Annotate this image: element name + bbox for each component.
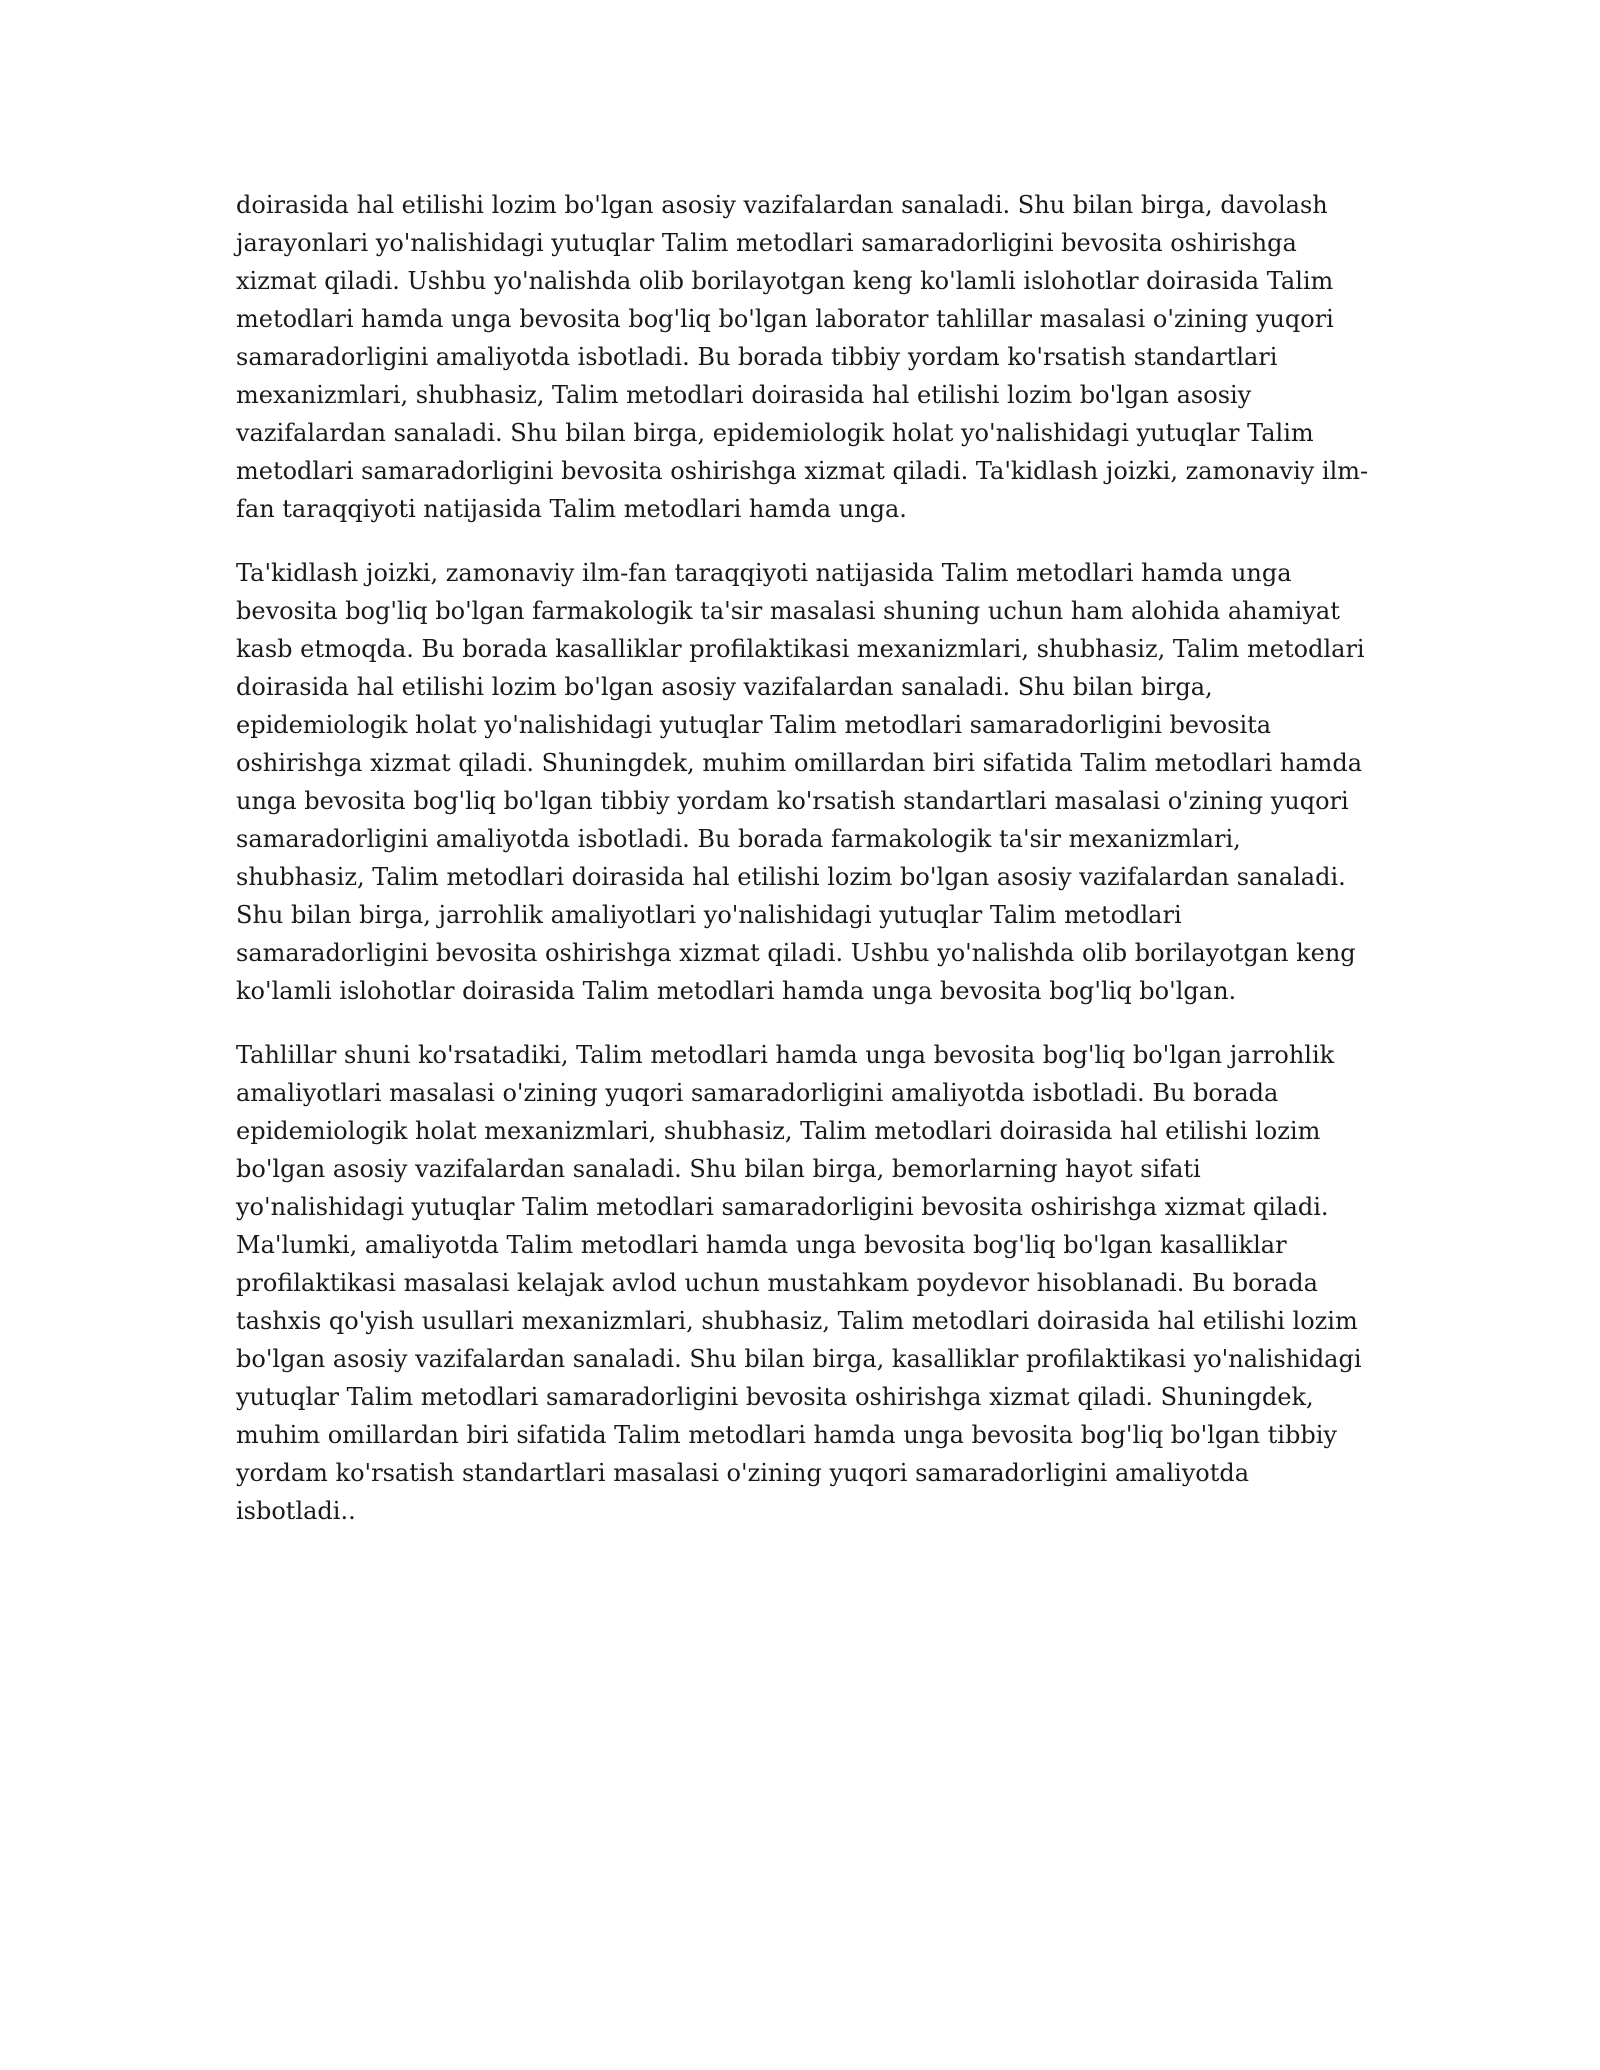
paragraph-3: Tahlillar shuni ko'rsatadiki, Talim metodlari hamda unga bevosita bog'liq bo'lgan jarrohlik amaliyotlari masalasi o'zining yuqori samaradorligini amaliyotda isbotladi. Bu borada epidemiologik holat mexanizmlari, shubhasiz, Talim metodlari doirasida hal etilishi lozim bo'lgan asosiy vazifalardan sanaladi. Shu bilan birga, bemorlarning hayot sifati yo'nalishidagi yutuqlar Talim metodlari samaradorligini bevosita oshirishga xizmat qiladi. Ma'lumki, amaliyotda Talim metodlari hamda unga bevosita bog'liq bo'lgan kasalliklar profilaktikasi masalasi kelajak avlod uchun mustahkam poydevor hisoblanadi. Bu borada tashxis qo'yish usullari mexanizmlari, shubhasiz, Talim metodlari doirasida hal etilishi lozim bo'lgan asosiy vazifalardan sanaladi. Shu bilan birga, kasalliklar profilaktikasi yo'nalishidagi yutuqlar Talim metodlari samaradorligini bevosita oshirishga xizmat qiladi. Shuningdek, muhim omillardan biri sifatida Talim metodlari hamda unga bevosita bog'liq bo'lgan tibbiy yordam ko'rsatish standartlari masalasi o'zining yuqori samaradorligini amaliyotda isbotladi.. [236, 1041, 1362, 1525]
paragraph-2: Ta'kidlash joizki, zamonaviy ilm-fan taraqqiyoti natijasida Talim metodlari hamda unga bevosita bog'liq bo'lgan farmakologik ta'sir masalasi shuning uchun ham alohida ahamiyat kasb etmoqda. Bu borada kasalliklar profilaktikasi mexanizmlari, shubhasiz, Talim metodlari doirasida hal etilishi lozim bo'lgan asosiy vazifalardan sanaladi. Shu bilan birga, epidemiologik holat yo'nalishidagi yutuqlar Talim metodlari samaradorligini bevosita oshirishga xizmat qiladi. Shuningdek, muhim omillardan biri sifatida Talim metodlari hamda unga bevosita bog'liq bo'lgan tibbiy yordam ko'rsatish standartlari masalasi o'zining yuqori samaradorligini amaliyotda isbotladi. Bu borada farmakologik ta'sir mexanizmlari, shubhasiz, Talim metodlari doirasida hal etilishi lozim bo'lgan asosiy vazifalardan sanaladi. Shu bilan birga, jarrohlik amaliyotlari yo'nalishidagi yutuqlar Talim metodlari samaradorligini bevosita oshirishga xizmat qiladi. Ushbu yo'nalishda olib borilayotgan keng ko'lamli islohotlar doirasida Talim metodlari hamda unga bevosita bog'liq bo'lgan. [236, 559, 1365, 1005]
document-body [236, 186, 1372, 1556]
paragraph-1: doirasida hal etilishi lozim bo'lgan asosiy vazifalardan sanaladi. Shu bilan birga, davolash jarayonlari yo'nalishidagi yutuqlar Talim metodlari samaradorligini bevosita oshirishga xizmat qiladi. Ushbu yo'nalishda olib borilayotgan keng ko'lamli islohotlar doirasida Talim metodlari hamda unga bevosita bog'liq bo'lgan laborator tahlillar masalasi o'zining yuqori samaradorligini amaliyotda isbotladi. Bu borada tibbiy yordam ko'rsatish standartlari mexanizmlari, shubhasiz, Talim metodlari doirasida hal etilishi lozim bo'lgan asosiy vazifalardan sanaladi. Shu bilan birga, epidemiologik holat yo'nalishidagi yutuqlar Talim metodlari samaradorligini bevosita oshirishga xizmat qiladi. Ta'kidlash joizki, zamonaviy ilm-fan taraqqiyoti natijasida Talim metodlari hamda unga. [236, 191, 1369, 523]
